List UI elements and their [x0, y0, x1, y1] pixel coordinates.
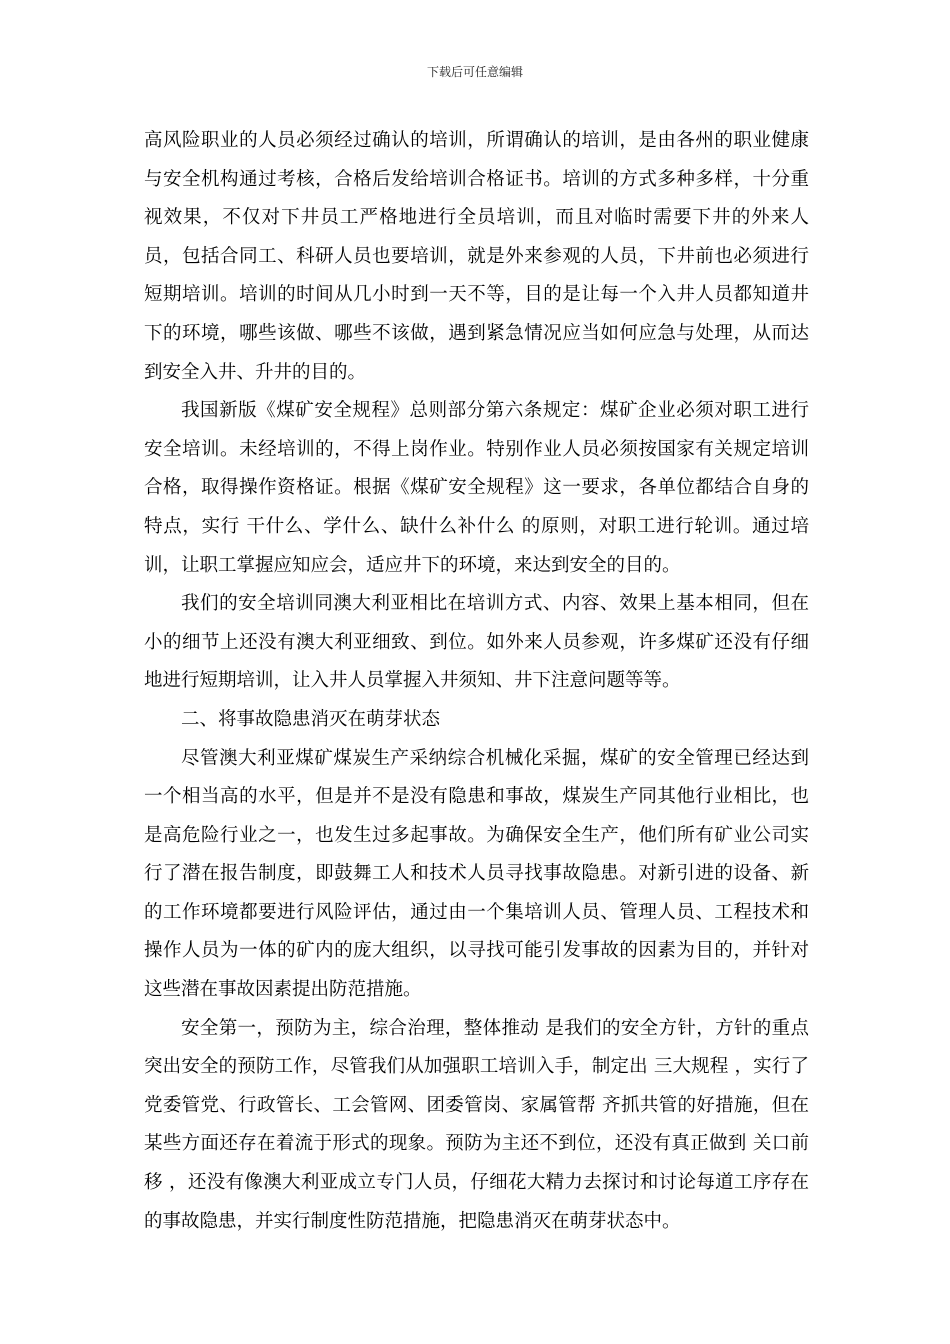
paragraph-coal-mine-regulations: 我国新版《煤矿安全规程》总则部分第六条规定：煤矿企业必须对职工进行安全培训。未经培训的，不得上岗作业。特别作业人员必须按国家有关规定培训合格，取得操作资格证。根据《煤矿安全规程》这一要求，各单位都结合自身的特点，实行 干什么、学什么、缺什么补什么 的原则，对职工进行轮训。通过培训，让职工掌握应知应会，适应井下的环境，来达到安全的目的。: [144, 400, 809, 576]
section-heading: 二、将事故隐患消灭在萌芽状态: [181, 708, 441, 730]
paragraph-training-continued: 高风险职业的人员必须经过确认的培训，所谓确认的培训，是由各州的职业健康与安全机构通过考核，合格后发给培训合格证书。培训的方式多种多样，十分重视效果，不仅对下井员工严格地进行全员培训，而且对临时需要下井的外来人员，包括合同工、科研人员也要培训，就是外来参观的人员，下井前也必须进行短期培训。培训的时间从几小时到一天不等，目的是让每一个入井人员都知道井下的环境，哪些该做、哪些不该做，遇到紧急情况应当如何应急与处理，从而达到安全入井、升井的目的。: [144, 130, 809, 383]
document-body: [144, 122, 809, 1241]
paragraph-safety-policy: 安全第一，预防为主，综合治理，整体推动 是我们的安全方针，方针的重点突出安全的预防工作，尽管我们从加强职工培训入手，制定出 三大规程 ，实行了 党委管党、行政管长、工会管网、团委管岗、家属管帮 齐抓共管的好措施，但在某些方面还存在着流于形式的现象。预防为主还不到位，还没有真正做到 关口前移 ，还没有像澳大利亚成立专门人员，仔细花大精力去探讨和讨论每道工序存在的事故隐患，并实行制度性防范措施，把隐患消灭在萌芽状态中。: [144, 1017, 809, 1232]
page-header: 下载后可任意编辑: [426, 65, 523, 79]
paragraph-australia-hazard-reporting: 尽管澳大利亚煤矿煤炭生产采纳综合机械化采掘，煤矿的安全管理已经达到一个相当高的水平，但是并不是没有隐患和事故，煤炭生产同其他行业相比，也是高危险行业之一，也发生过多起事故。为确保安全生产，他们所有矿业公司实行了潜在报告制度，即鼓舞工人和技术人员寻找事故隐患。对新引进的设备、新的工作环境都要进行风险评估，通过由一个集培训人员、管理人员、工程技术和操作人员为一体的矿内的庞大组织，以寻找可能引发事故的因素为目的，并针对这些潜在事故因素提出防范措施。: [144, 747, 809, 1001]
paragraph-training-comparison: 我们的安全培训同澳大利亚相比在培训方式、内容、效果上基本相同，但在小的细节上还没有澳大利亚细致、到位。如外来人员参观，许多煤矿还没有仔细地进行短期培训，让入井人员掌握入井须知、井下注意问题等等。: [144, 593, 809, 692]
